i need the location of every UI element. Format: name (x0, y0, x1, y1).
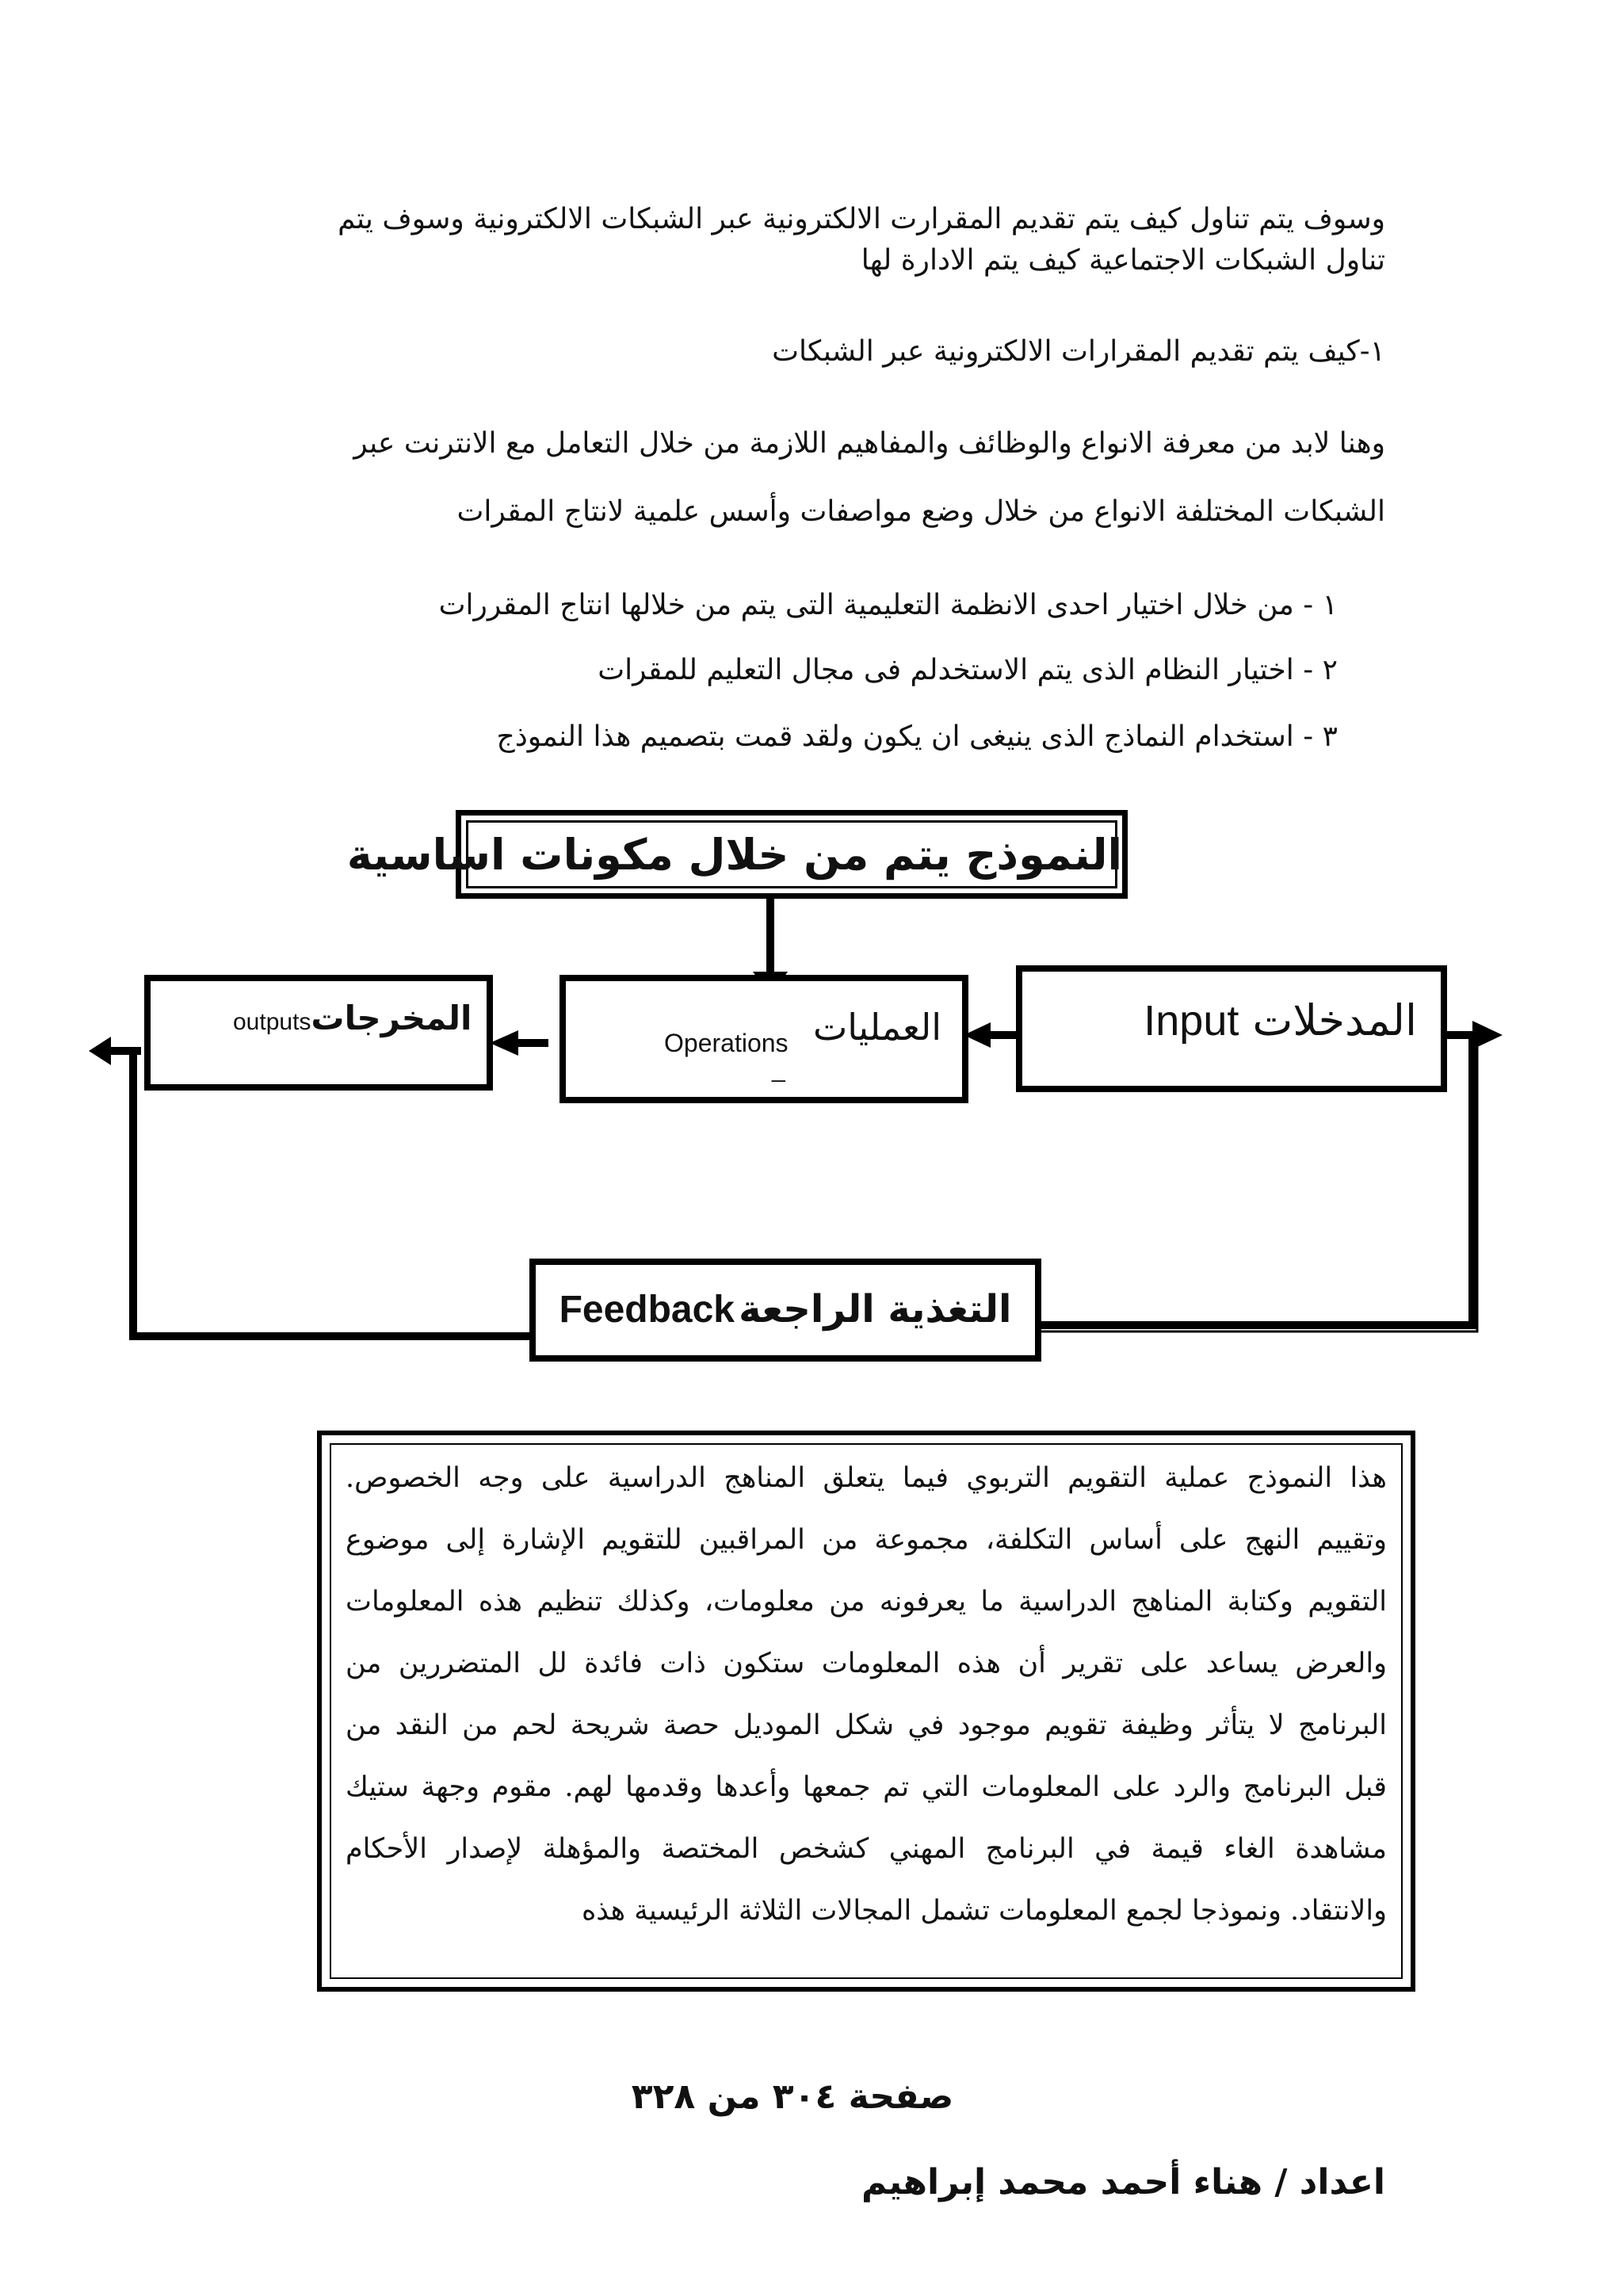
operations-box (559, 975, 968, 1103)
paragraph-line-2: الشبكات المختلفة الانواع من خلال وضع مواصفات وأسس علمية لانتاج المقرات (456, 495, 1385, 528)
evaluation-line-5: البرنامج لا يتأثر وظيفة تقويم موجود في شكل الموديل حصة شريحة لحم من النقد من (346, 1710, 1387, 1741)
feedback-loop-left (133, 1051, 529, 1336)
feedback-label-ar: التغذية الراجعة (739, 1287, 1012, 1331)
intro-line-1: وسوف يتم تناول كيف يتم تقديم المقرارت الالكترونية عبر الشبكات الالكترونية وسوف يتم (338, 203, 1385, 235)
evaluation-line-1: هذا النموذج عملية التقويم التربوي فيما يتعلق المناهج الدراسية على وجه الخصوص. (346, 1462, 1387, 1494)
feedback-box (529, 1259, 1041, 1362)
input-label-en: Input (1144, 997, 1239, 1045)
outputs-label (233, 999, 472, 1037)
list-item-2: ٢ - اختيار النظام الذى يتم الاستخدلم فى مجال التعليم للمقرات (598, 654, 1338, 686)
evaluation-line-3: التقويم وكتابة المناهج الدراسية ما يعرفونه من معلومات، وكذلك تنظيم هذه المعلومات (346, 1586, 1387, 1618)
author-credit: اعداد / هناء أحمد محمد إبراهيم (861, 2162, 1385, 2202)
page-number: صفحة ٣٠٤ من ٣٢٨ (631, 2076, 954, 2117)
intro-line-2: تناول الشبكات الاجتماعية كيف يتم الادارة لها (861, 244, 1385, 277)
operations-mark: _ (772, 1056, 785, 1083)
diagram-title: النموذج يتم من خلال مكونات اساسية (346, 830, 1122, 880)
evaluation-line-8: والانتقاد. ونموذجا لجمع المعلومات تشمل المجالات الثلاثة الرئيسية هذه (581, 1895, 1387, 1927)
feedback-label (536, 1287, 1035, 1331)
evaluation-line-6: قبل البرنامج والرد على المعلومات التي تم جمعها وأعدها وقدمها لهم. مقوم وجهة ستيك (346, 1771, 1387, 1803)
diagram-title-box (346, 810, 1128, 899)
input-box (1016, 965, 1447, 1092)
arrowhead-to-outputs (490, 1030, 518, 1056)
evaluation-line-4: والعرض يساعد على تقرير أن هذه المعلومات ستكون ذات فائدة لل المتضررين من (346, 1648, 1387, 1679)
feedback-label-en: Feedback (559, 1289, 735, 1331)
input-label (1144, 995, 1417, 1046)
list-item-1: ١ - من خلال اختيار احدى الانظمة التعليمية التى يتم من خلالها انتاج المقررات (438, 589, 1338, 621)
evaluation-box (317, 1431, 1415, 1992)
input-label-ar: المدخلات (1252, 995, 1417, 1045)
operations-label-ar: العمليات (812, 1006, 941, 1049)
operations-label-en: Operations (664, 1029, 789, 1057)
paragraph-line-1: وهنا لابد من معرفة الانواع والوظائف والمفاهيم اللازمة من خلال التعامل مع الانترنت عبر (353, 427, 1385, 460)
evaluation-line-2: وتقييم النهج على أساس التكلفة، مجموعة من المراقبين للتقويم الإشارة إلى موضوع (346, 1524, 1387, 1556)
list-item-3: ٣ - استخدام النماذج الذى ينيغى ان يكون ولقد قمت بتصميم هذا النموذج (496, 720, 1338, 753)
section-heading: ١-كيف يتم تقديم المقرارات الالكترونية عبر الشبكات (772, 335, 1385, 368)
outputs-label-en: outputs (233, 1009, 311, 1035)
arrowhead-right-exit (1472, 1021, 1503, 1049)
arrowhead-left-exit (89, 1037, 111, 1065)
evaluation-line-7: مشاهدة الغاء قيمة في البرنامج المهني كشخص المختصة والمؤهلة لإصدار الأحكام (346, 1833, 1387, 1865)
outputs-label-ar: المخرجات (311, 999, 472, 1037)
outputs-box (144, 975, 493, 1091)
